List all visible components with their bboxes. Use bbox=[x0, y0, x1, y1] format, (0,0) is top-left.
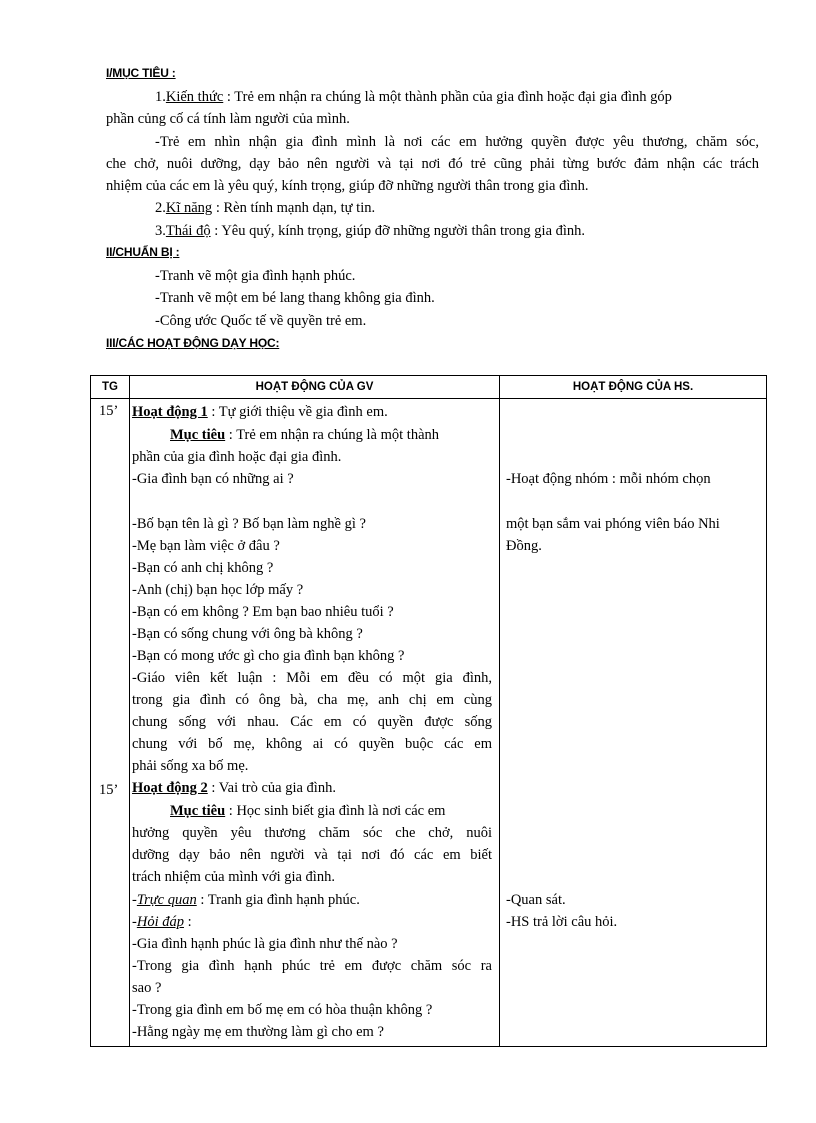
time-act1: 15’ bbox=[99, 403, 119, 419]
activities-table bbox=[90, 375, 767, 1047]
qa-line: -Hỏi đáp : bbox=[132, 914, 192, 930]
question-2: -Bố bạn tên là gì ? Bố bạn làm nghề gì ? bbox=[132, 516, 366, 532]
conclusion-3: chung sống với nhau. Các em có quyền được sống bbox=[132, 714, 492, 730]
section-preparation-heading: II/CHUẨN BỊ : bbox=[106, 245, 180, 259]
rights-line-2: che chở, nuôi dưỡng, dạy bảo nên người và tại nơi đó trẻ cũng phải từng bước đảm nhận các trách bbox=[106, 156, 759, 172]
student-line-2: một bạn sắm vai phóng viên báo Nhi bbox=[506, 516, 720, 532]
header-hs: HOẠT ĐỘNG CỦA HS. bbox=[500, 376, 767, 399]
qa-question-3: -Trong gia đình em bố mẹ em có hòa thuận không ? bbox=[132, 1002, 433, 1018]
prep-item-3: -Công ước Quốc tế về quyền trẻ em. bbox=[155, 313, 367, 329]
conclusion-1: -Giáo viên kết luận : Mỗi em đều có một gia đình, bbox=[132, 670, 492, 686]
question-5: -Anh (chị) bạn học lớp mấy ? bbox=[132, 582, 304, 598]
student-line-3: Đồng. bbox=[506, 538, 542, 554]
prep-item-2: -Tranh vẽ một em bé lang thang không gia đình. bbox=[155, 290, 435, 306]
student-activities-column bbox=[500, 399, 767, 1047]
act1-goal-2: phần của gia đình hoặc đại gia đình. bbox=[132, 449, 342, 465]
observation-line: -Trực quan : Tranh gia đình hạnh phúc. bbox=[132, 892, 360, 908]
question-3: -Mẹ bạn làm việc ở đâu ? bbox=[132, 538, 280, 554]
act2-goal: Mục tiêu : Học sinh biết gia đình là nơi các em bbox=[170, 803, 446, 819]
qa-question-1: -Gia đình hạnh phúc là gia đình như thế nào ? bbox=[132, 936, 398, 952]
time-act2: 15’ bbox=[99, 782, 119, 798]
time-column bbox=[91, 399, 130, 1047]
rights-line-3: nhiệm của các em là yêu quý, kính trọng, giúp đỡ những người thân trong gia đình. bbox=[106, 178, 589, 194]
act1-title: Hoạt động 1 : Tự giới thiệu về gia đình em. bbox=[132, 404, 388, 420]
student-line-1: -Hoạt động nhóm : mỗi nhóm chọn bbox=[506, 471, 711, 487]
attitude-line: 3.Thái độ : Yêu quý, kính trọng, giúp đỡ những người thân trong gia đình. bbox=[155, 223, 586, 239]
table-body-row bbox=[91, 399, 767, 1047]
section-activities-heading: III/CÁC HOẠT ĐỘNG DẠY HỌC: bbox=[106, 336, 280, 350]
question-7: -Bạn có sống chung với ông bà không ? bbox=[132, 626, 363, 642]
knowledge-line-2: phần củng cố cá tính làm người của mình. bbox=[106, 111, 350, 127]
act2-goal-2: hưởng quyền yêu thương chăm sóc che chở, nuôi bbox=[132, 825, 492, 841]
qa-question-2: -Trong gia đình hạnh phúc trẻ em được chăm sóc ra bbox=[132, 958, 492, 974]
act1-goal: Mục tiêu : Trẻ em nhận ra chúng là một thành bbox=[170, 427, 440, 443]
conclusion-4: chung với bố mẹ, không ai có quyền buộc các em bbox=[132, 736, 492, 752]
skills-line: 2.Kĩ năng : Rèn tính mạnh dạn, tự tin. bbox=[155, 200, 376, 216]
question-1: -Gia đình bạn có những ai ? bbox=[132, 471, 294, 487]
student-line-4: -Quan sát. bbox=[506, 892, 566, 908]
knowledge-line: 1.Kiến thức : Trẻ em nhận ra chúng là một thành phần của gia đình hoặc đại gia đình góp bbox=[155, 89, 672, 105]
student-line-5: -HS trả lời câu hỏi. bbox=[506, 914, 618, 930]
header-gv: HOẠT ĐỘNG CỦA GV bbox=[130, 376, 500, 399]
rights-line-1: -Trẻ em nhìn nhận gia đình mình là nơi các em hưởng quyền được yêu thương, chăm sóc, bbox=[155, 134, 759, 150]
act2-goal-4: trách nhiệm của mình với gia đình. bbox=[132, 869, 335, 885]
question-6: -Bạn có em không ? Em bạn bao nhiêu tuổi ? bbox=[132, 604, 394, 620]
table-header-row bbox=[91, 376, 767, 399]
prep-item-1: -Tranh vẽ một gia đình hạnh phúc. bbox=[155, 268, 356, 284]
question-8: -Bạn có mong ước gì cho gia đình bạn không ? bbox=[132, 648, 405, 664]
act2-title: Hoạt động 2 : Vai trò của gia đình. bbox=[132, 780, 336, 796]
act2-goal-3: dưỡng dạy bảo nên người và tại nơi đó các em biết bbox=[132, 847, 492, 863]
qa-question-4: -Hằng ngày mẹ em thường làm gì cho em ? bbox=[132, 1024, 384, 1040]
teacher-activities-column bbox=[130, 399, 500, 1047]
conclusion-2: trong gia đình có ông bà, cha mẹ, anh chị em cùng bbox=[132, 692, 492, 708]
question-4: -Bạn có anh chị không ? bbox=[132, 560, 274, 576]
section-objectives-heading: I/MỤC TIÊU : bbox=[106, 66, 176, 80]
header-tg: TG bbox=[91, 376, 130, 399]
conclusion-5: phải sống xa bố mẹ. bbox=[132, 758, 249, 774]
qa-question-2b: sao ? bbox=[132, 980, 162, 996]
